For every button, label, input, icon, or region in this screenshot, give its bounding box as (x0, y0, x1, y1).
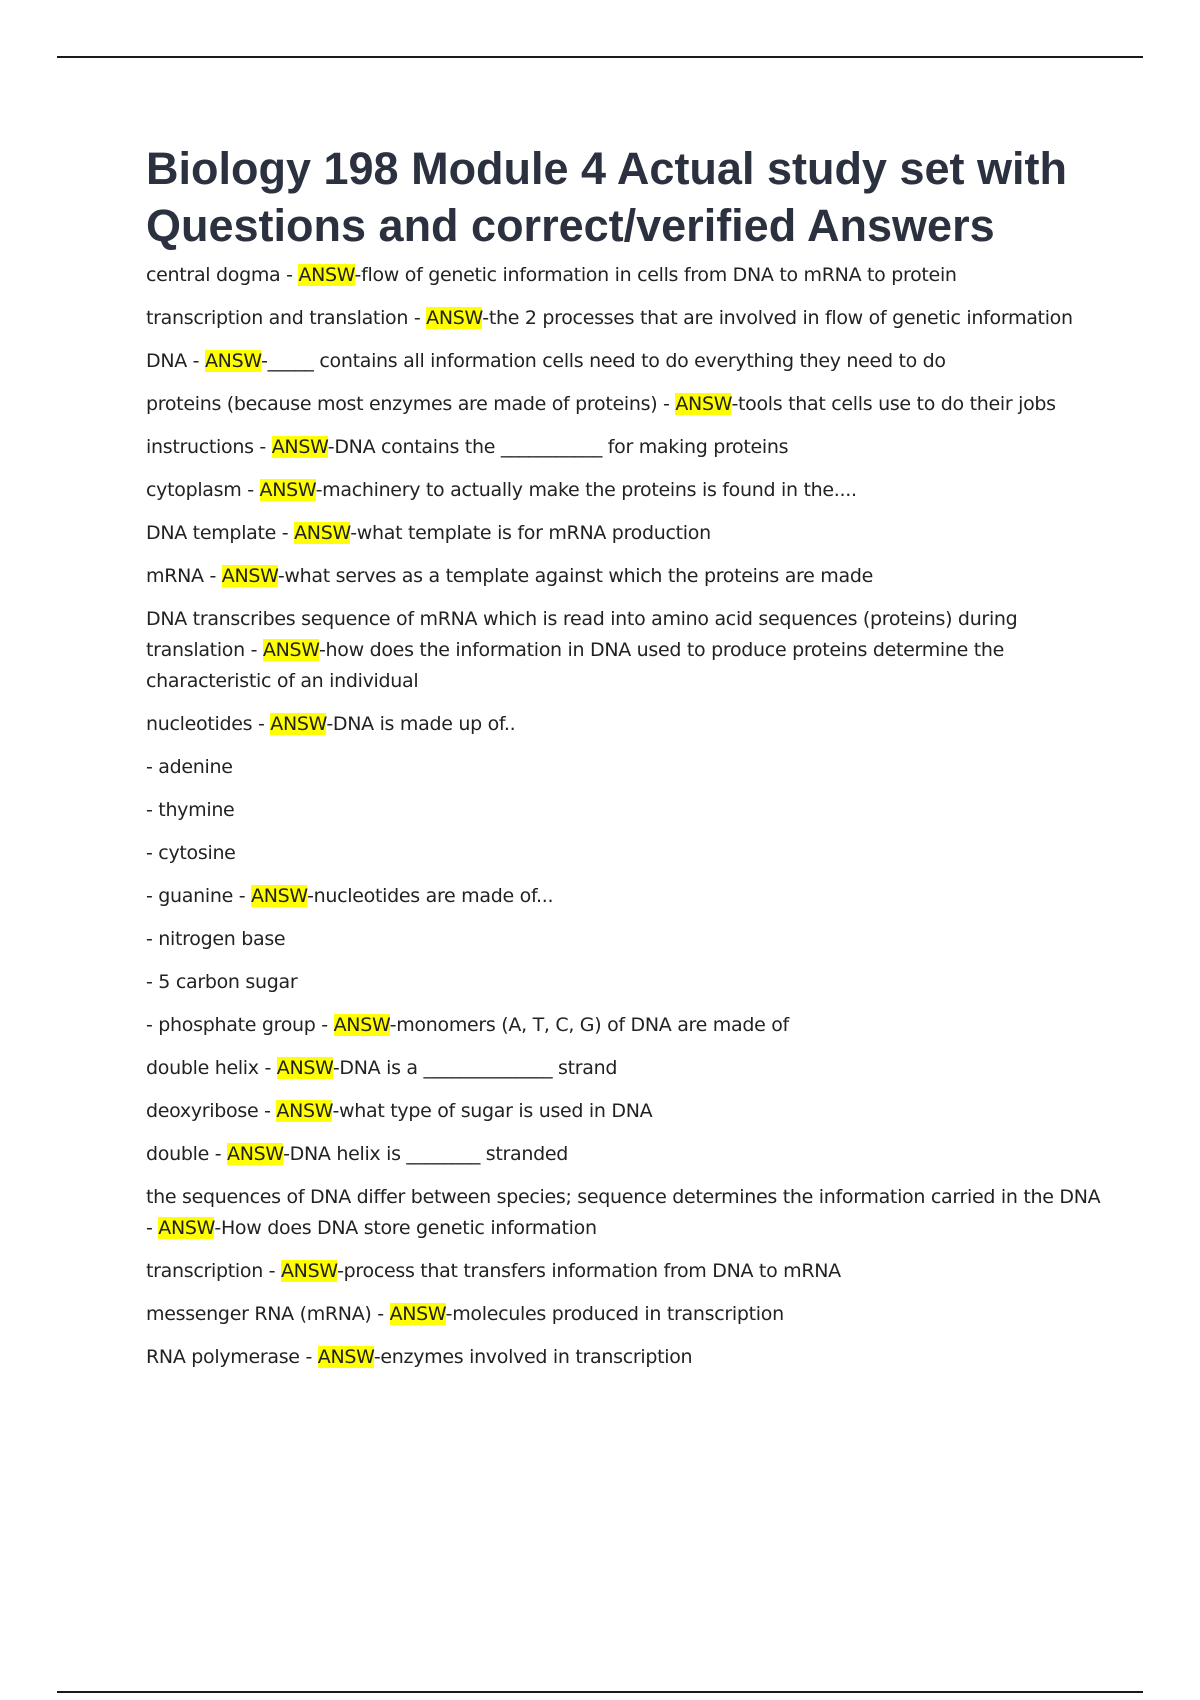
qa-term: DNA - (146, 350, 205, 372)
qa-answer: -the 2 processes that are involved in flow of genetic information (482, 307, 1073, 329)
qa-term: double - (146, 1143, 227, 1165)
qa-term: - nitrogen base (146, 928, 286, 950)
qa-item (146, 838, 1106, 869)
bottom-rule (57, 1691, 1143, 1693)
qa-term: nucleotides - (146, 713, 271, 735)
qa-item (146, 1182, 1106, 1244)
qa-answer: -monomers (A, T, C, G) of DNA are made of (389, 1014, 789, 1036)
answer-marker: ANSW (259, 479, 316, 501)
qa-item (146, 518, 1106, 549)
answer-marker: ANSW (333, 1014, 390, 1036)
qa-item (146, 795, 1106, 826)
qa-answer: -what type of sugar is used in DNA (332, 1100, 653, 1122)
qa-item (146, 1010, 1106, 1041)
qa-item (146, 303, 1106, 334)
answer-marker: ANSW (276, 1057, 333, 1079)
qa-item (146, 752, 1106, 783)
qa-item (146, 389, 1106, 420)
answer-marker: ANSW (280, 1260, 338, 1282)
qa-answer: -how does the information in DNA used to produce proteins determine the characteristic of an individual (146, 639, 1005, 692)
qa-term: - phosphate group - (146, 1014, 334, 1036)
qa-term: RNA polymerase - (146, 1346, 318, 1368)
qa-answer: -DNA is a ______________ strand (332, 1057, 618, 1079)
qa-item (146, 1342, 1106, 1373)
qa-term: deoxyribose - (146, 1100, 277, 1122)
qa-item (146, 1299, 1106, 1330)
qa-term: mRNA - (146, 565, 222, 587)
qa-answer: -How does DNA store genetic information (214, 1217, 597, 1239)
qa-answer: -_____ contains all information cells need to do everything they need to do (261, 350, 946, 372)
qa-term: double helix - (146, 1057, 277, 1079)
qa-item (146, 967, 1106, 998)
qa-term: cytoplasm - (146, 479, 260, 501)
qa-term: DNA transcribes sequence of mRNA which is read into amino acid sequences (proteins) during translation - (146, 608, 1018, 661)
document-title: Biology 198 Module 4 Actual study set with Questions and correct/verified Answers (146, 143, 1067, 251)
qa-answer: -tools that cells use to do their jobs (731, 393, 1056, 415)
qa-item (146, 1256, 1106, 1287)
document-page (146, 140, 1106, 1385)
answer-marker: ANSW (158, 1217, 215, 1239)
qa-item (146, 561, 1106, 592)
answer-marker: ANSW (271, 436, 328, 458)
qa-item (146, 604, 1106, 697)
qa-answer: -flow of genetic information in cells from DNA to mRNA to protein (354, 264, 957, 286)
answer-marker: ANSW (227, 1143, 284, 1165)
qa-item (146, 260, 1106, 291)
qa-item (146, 709, 1106, 740)
qa-term: central dogma - (146, 264, 299, 286)
qa-term: transcription and translation - (146, 307, 427, 329)
qa-answer: -what serves as a template against which the proteins are made (277, 565, 873, 587)
qa-item (146, 1139, 1106, 1170)
qa-term: - 5 carbon sugar (146, 971, 298, 993)
answer-marker: ANSW (426, 307, 483, 329)
qa-item (146, 346, 1106, 377)
qa-term: the sequences of DNA differ between species; sequence determines the information carried in the DNA - (146, 1186, 1101, 1239)
qa-item (146, 1053, 1106, 1084)
qa-term: proteins (because most enzymes are made of proteins) - (146, 393, 676, 415)
qa-answer: -what template is for mRNA production (350, 522, 711, 544)
answer-marker: ANSW (251, 885, 308, 907)
qa-answer: -DNA helix is ________ stranded (283, 1143, 569, 1165)
answer-marker: ANSW (270, 713, 327, 735)
qa-item (146, 475, 1106, 506)
qa-item (146, 924, 1106, 955)
answer-marker: ANSW (294, 522, 351, 544)
qa-answer: -DNA is made up of.. (326, 713, 516, 735)
qa-answer: -enzymes involved in transcription (373, 1346, 693, 1368)
qa-term: transcription - (146, 1260, 281, 1282)
qa-term: - thymine (146, 799, 235, 821)
qa-term: messenger RNA (mRNA) - (146, 1303, 390, 1325)
qa-item (146, 432, 1106, 463)
qa-answer: -nucleotides are made of... (307, 885, 554, 907)
answer-marker: ANSW (675, 393, 732, 415)
answer-marker: ANSW (221, 565, 278, 587)
top-rule (57, 56, 1143, 58)
qa-term: instructions - (146, 436, 272, 458)
qa-answer: -machinery to actually make the proteins is found in the.... (315, 479, 857, 501)
qa-item (146, 881, 1106, 912)
qa-answer: -DNA contains the ___________ for making proteins (327, 436, 789, 458)
qa-term: - guanine - (146, 885, 252, 907)
qa-term: - cytosine (146, 842, 236, 864)
answer-marker: ANSW (317, 1346, 374, 1368)
qa-term: - adenine (146, 756, 233, 778)
answer-marker: ANSW (389, 1303, 446, 1325)
answer-marker: ANSW (204, 350, 262, 372)
qa-term: DNA template - (146, 522, 295, 544)
qa-answer: -molecules produced in transcription (445, 1303, 784, 1325)
qa-item (146, 1096, 1106, 1127)
answer-marker: ANSW (262, 639, 319, 661)
answer-marker: ANSW (298, 264, 355, 286)
answer-marker: ANSW (276, 1100, 333, 1122)
qa-answer: -process that transfers information from DNA to mRNA (337, 1260, 841, 1282)
